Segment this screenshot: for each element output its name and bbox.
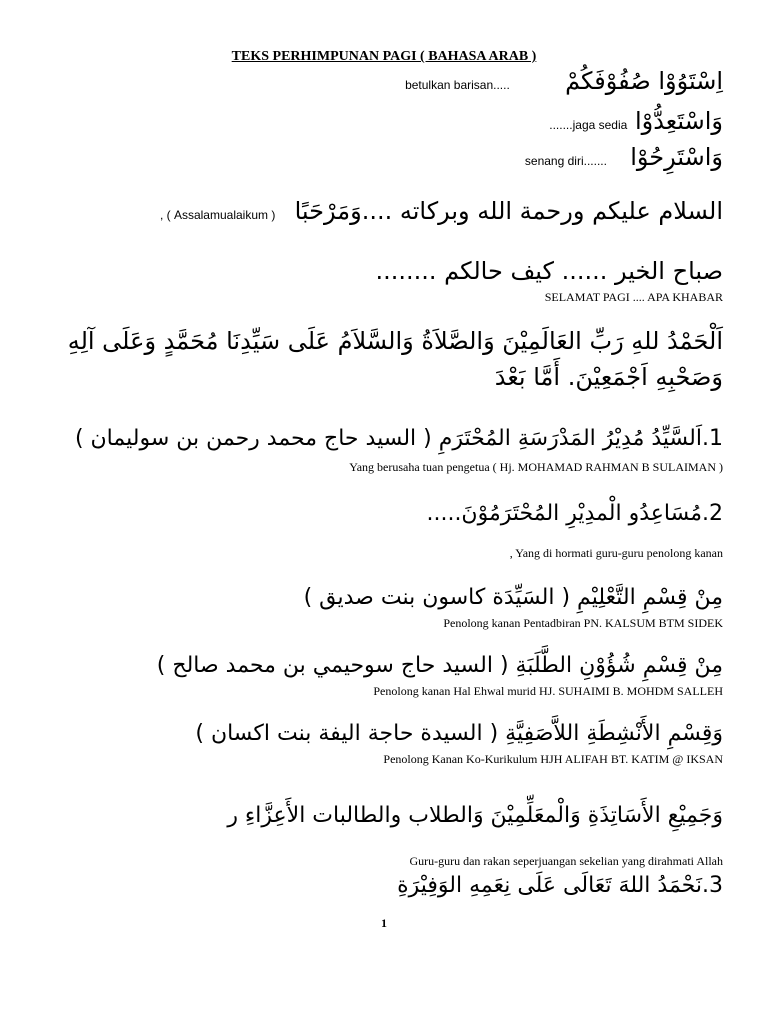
arabic-line-sabah-al-khair xyxy=(375,256,723,286)
arabic-line-qism-anshitah: وَقِسْمِ الأَنْشِطَةِ اللاَّصَفِيَّةِ ( السيدة حاجة اليفة بنت اكسان ) xyxy=(195,721,723,746)
malay-translation: Yang berusaha tuan pengetua ( Hj. MOHAMAD RAHMAN B SULAIMAN ) xyxy=(349,460,723,474)
malay-translation: Penolong kanan Pentadbiran PN. KALSUM BTM SIDEK xyxy=(443,616,723,630)
arabic-text: السلام عليكم ورحمة الله وبركاته ....وَمَرْحَبًا xyxy=(294,197,723,225)
malay-note: , ( Assalamualaikum ) xyxy=(159,208,276,222)
arabic-text: وَاسْتَعِدُّوْا xyxy=(634,107,723,135)
malay-translation: , Yang di hormati guru-guru penolong kanan xyxy=(509,546,723,560)
document-title: TEKS PERHIMPUNAN PAGI ( BAHASA ARAB ) xyxy=(231,49,537,64)
arabic-line-qism-tullab: مِنْ قِسْمِ شُؤُوْنِ الطَّلَبَةِ ( السيد حاج سوحيمي بن محمد صالح ) xyxy=(156,653,723,678)
arabic-text: اِسْتَوُوْا صُفُوْفَكُمْ xyxy=(565,67,723,95)
malay-translation: Penolong Kanan Ko-Kurikulum HJH ALIFAH BT. KATIM @ IKSAN xyxy=(383,752,723,766)
malay-note: .......jaga sedia xyxy=(549,118,628,132)
arabic-line-hamdalah-2: وَصَحْبِهِ اَجْمَعِيْنَ. أَمَّا بَعْدَ xyxy=(494,363,723,391)
arabic-line-hamdalah-1: اَلْحَمْدُ للهِ رَبِّ العَالَمِيْنَ وَالصَّلاَةُ وَالسَّلاَمُ عَلَى سَيِّدِنَا مُحَمَّدٍ وَعَلَى آلِهِ xyxy=(67,327,723,355)
malay-translation: SELAMAT PAGI .... APA KHABAR xyxy=(544,290,723,304)
arabic-line-nahmadu: 3.نَحْمَدُ اللهَ تَعَالَى عَلَى نِعَمِهِ الوَفِيْرَةِ xyxy=(397,873,723,898)
arabic-line-istaiddu xyxy=(549,106,723,140)
arabic-line-istarihu xyxy=(525,142,723,176)
arabic-text: وَاسْتَرِحُوْا xyxy=(630,143,723,171)
malay-note: senang diri....... xyxy=(524,154,607,168)
arabic-line-qism-talim: مِنْ قِسْمِ التَّعْلِيْمِ ( السَيِّدَة كاسون بنت صديق ) xyxy=(303,585,723,610)
arabic-line-asatidhah: وَجَمِيْعِ الأَسَاتِذَةِ وَالْمعَلِّمِيْنَ وَالطلاب والطالبات الأَعِزَّاءِ ر xyxy=(227,803,723,828)
arabic-line-istawu xyxy=(405,66,723,100)
malay-translation: Guru-guru dan rakan seperjuangan sekelian yang dirahmati Allah xyxy=(409,854,723,868)
malay-note: betulkan barisan..... xyxy=(405,78,510,92)
page-number: 1 xyxy=(381,916,387,930)
malay-translation: Penolong kanan Hal Ehwal murid HJ. SUHAIMI B. MOHDM SALLEH xyxy=(373,684,723,698)
arabic-line-mudir: 1.اَلسَّيِّدُ مُدِيْرُ المَدْرَسَةِ المُحْتَرَمِ ( السيد حاج محمد رحمن بن سوليمان ) xyxy=(74,426,723,451)
arabic-text: صباح الخير ...... كيف حالكم ........ xyxy=(375,257,723,285)
arabic-line-salam xyxy=(160,196,723,230)
arabic-line-musaidu-mudir: 2.مُسَاعِدُو الْمدِيْرِ المُحْتَرَمُوْنَ..... xyxy=(426,501,723,526)
